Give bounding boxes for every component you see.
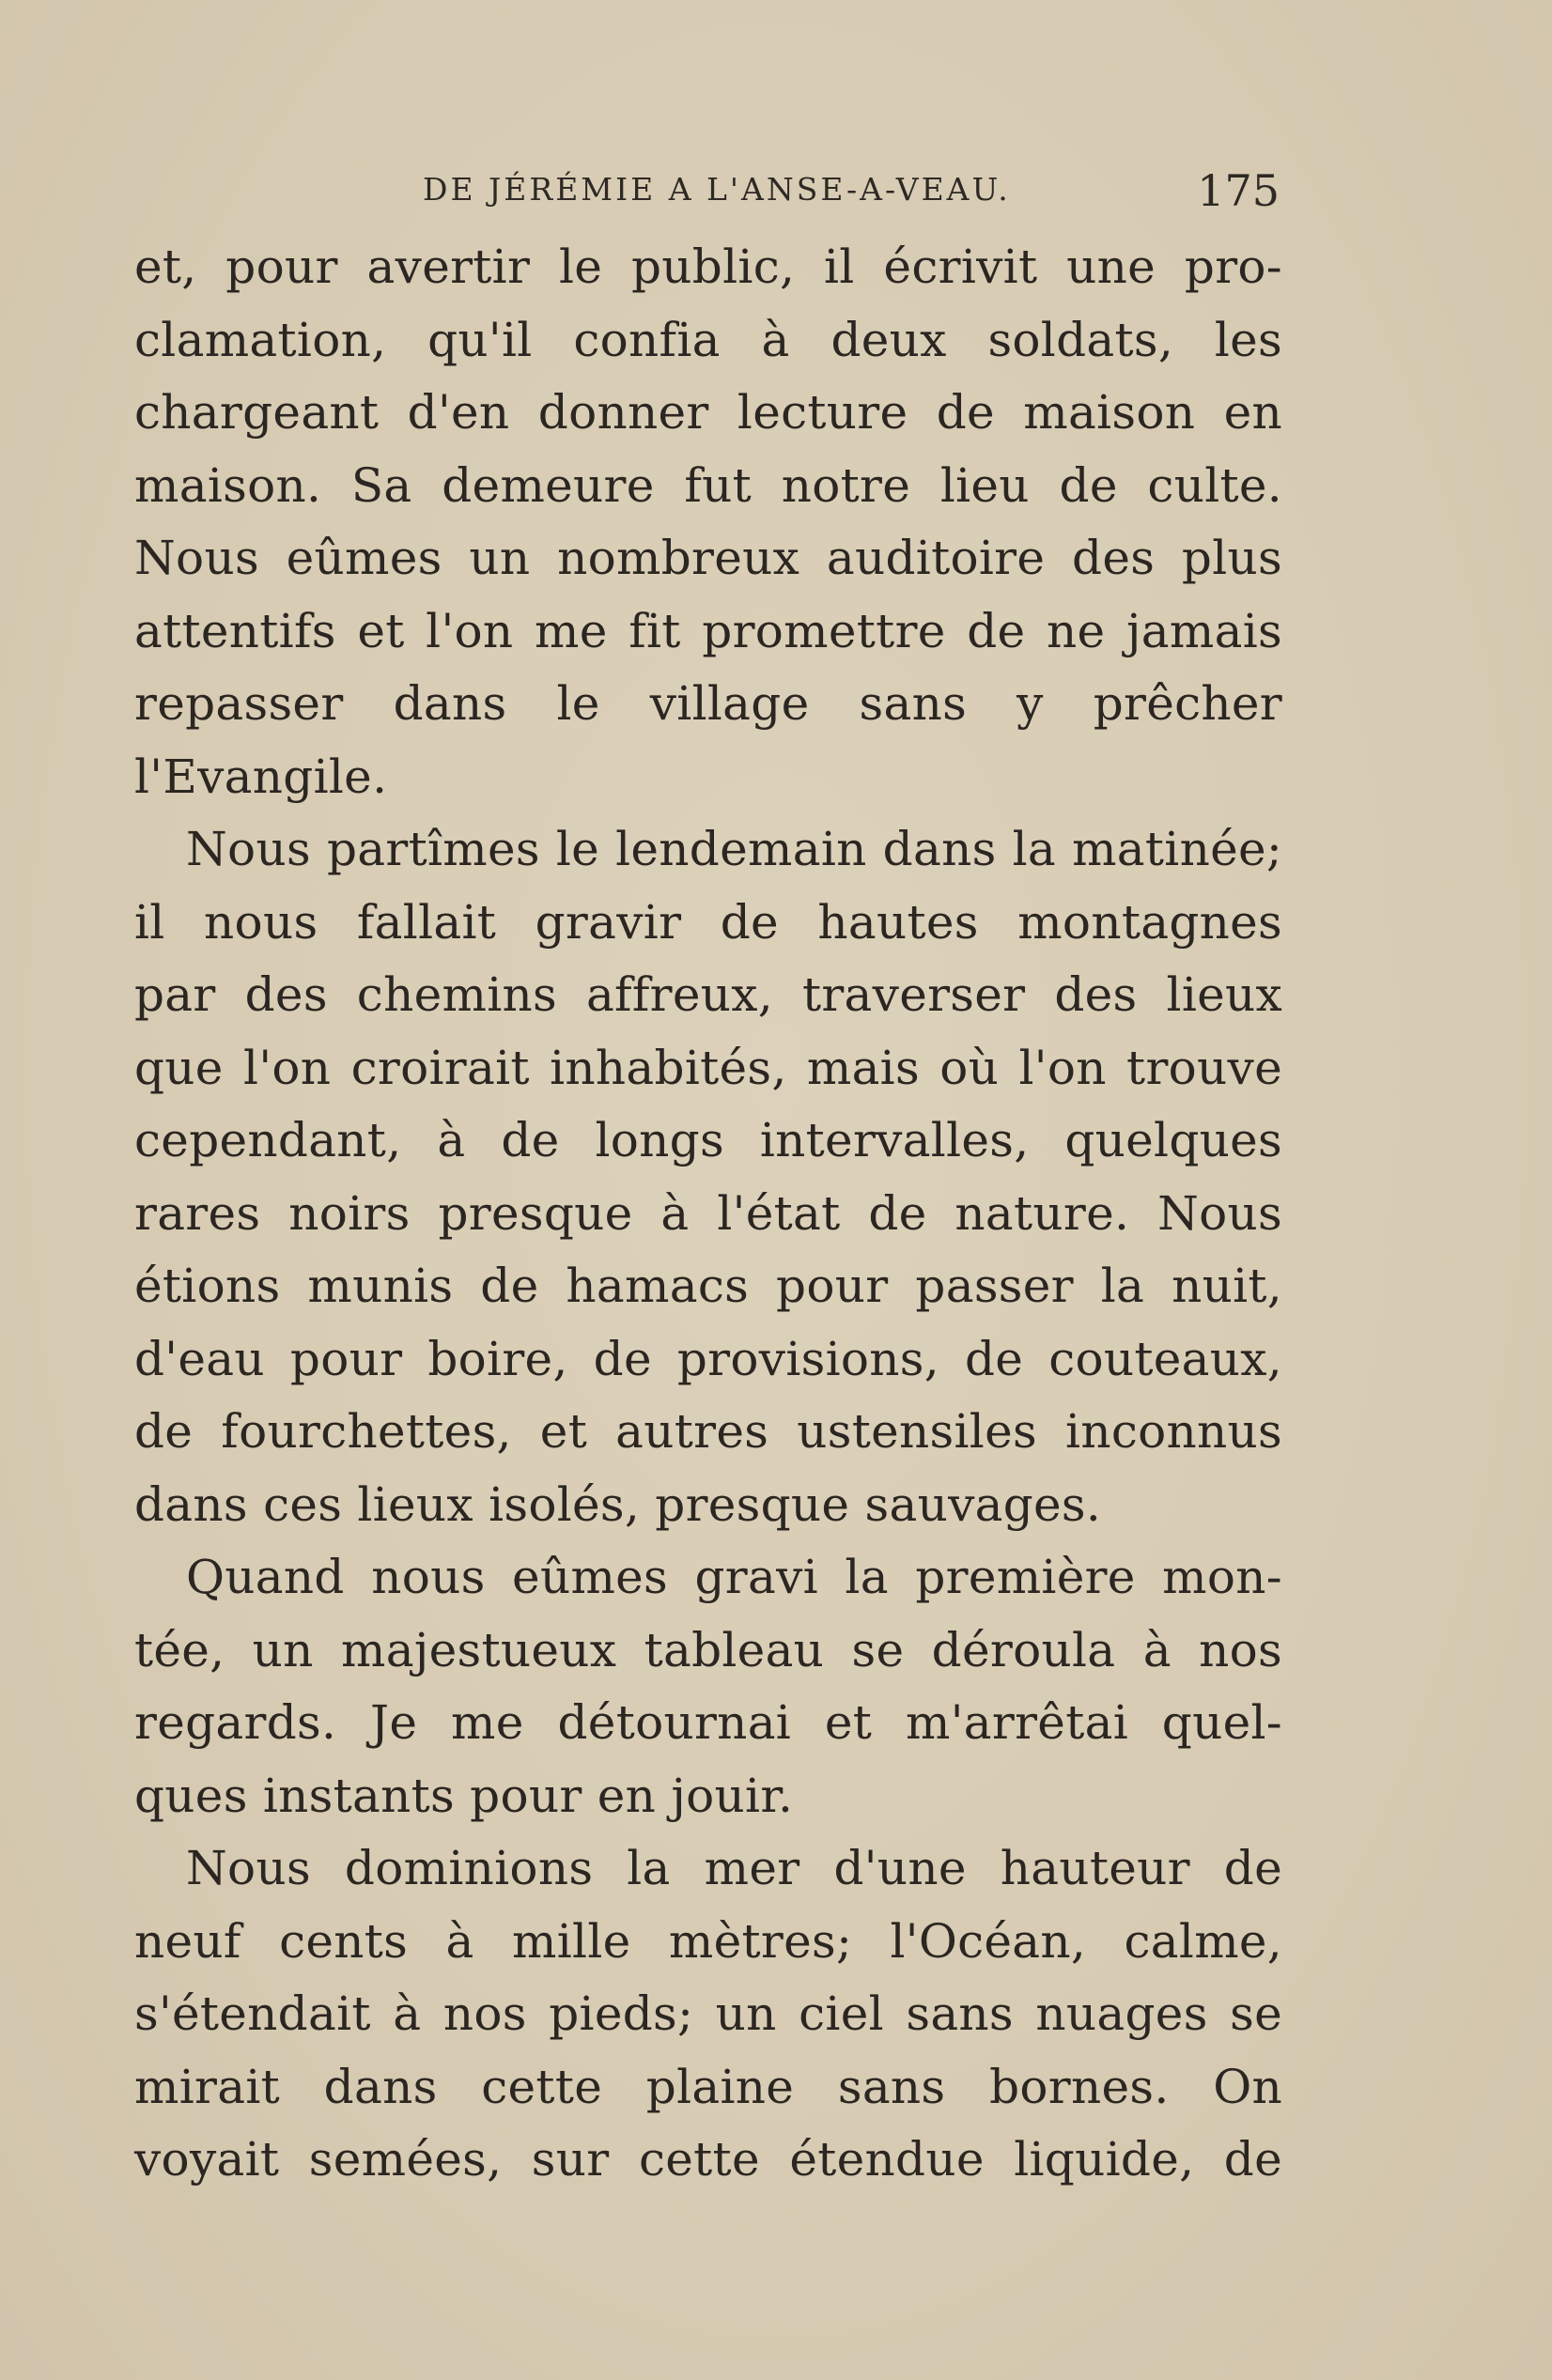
text-line: tée, un majestueux tableau se déroula à nos — [134, 1622, 1282, 1677]
text-line: voyait semées, sur cette étendue liquide, de — [134, 2132, 1282, 2187]
text-line: attentifs et l'on me fit promettre de ne jamais — [134, 603, 1282, 658]
text-line: cependant, à de longs intervalles, quelques — [134, 1113, 1282, 1167]
text-line: Nous partîmes le lendemain dans la matinée; — [186, 822, 1282, 876]
text-line: de fourchettes, et autres ustensiles inconnus — [134, 1404, 1282, 1459]
body-text — [134, 231, 1282, 2197]
text-line: mirait dans cette plaine sans bornes. On — [134, 2059, 1282, 2114]
page-number: 175 — [1197, 165, 1280, 216]
text-line: maison. Sa demeure fut notre lieu de culte. — [134, 457, 1282, 513]
text-line: ques instants pour en jouir. — [134, 1768, 794, 1823]
text-line: l'Evangile. — [134, 749, 388, 804]
text-line: Quand nous eûmes gravi la première mon- — [186, 1550, 1282, 1604]
text-line: regards. Je me détournai et m'arrêtai quel- — [134, 1695, 1282, 1750]
text-line: dans ces lieux isolés, presque sauvages. — [134, 1476, 1102, 1532]
page-header — [132, 162, 1285, 218]
text-line: Nous dominions la mer d'une hauteur de — [186, 1841, 1282, 1895]
text-line: il nous fallait gravir de hautes montagnes — [134, 894, 1282, 950]
text-line: que l'on croirait inhabités, mais où l'on trouve — [134, 1040, 1282, 1095]
text-line: et, pour avertir le public, il écrivit une pro- — [134, 240, 1282, 294]
text-line: par des chemins affreux, traverser des lieux — [134, 967, 1282, 1022]
text-line: rares noirs presque à l'état de nature. Nous — [134, 1185, 1282, 1241]
text-line: clamation, qu'il confia à deux soldats, les — [134, 312, 1282, 367]
running-title: DE JÉRÉMIE A L'ANSE-A-VEAU. — [423, 171, 1011, 208]
text-line: d'eau pour boire, de provisions, de couteaux, — [134, 1331, 1282, 1386]
text-line: neuf cents à mille mètres; l'Océan, calme, — [134, 1913, 1282, 1969]
text-line: étions munis de hamacs pour passer la nuit, — [134, 1259, 1282, 1313]
text-line: s'étendait à nos pieds; un ciel sans nuages se — [134, 1986, 1282, 2041]
text-line: repasser dans le village sans y prêcher — [134, 676, 1282, 731]
text-line: chargeant d'en donner lecture de maison en — [134, 385, 1282, 440]
text-line: Nous eûmes un nombreux auditoire des plus — [134, 531, 1282, 585]
